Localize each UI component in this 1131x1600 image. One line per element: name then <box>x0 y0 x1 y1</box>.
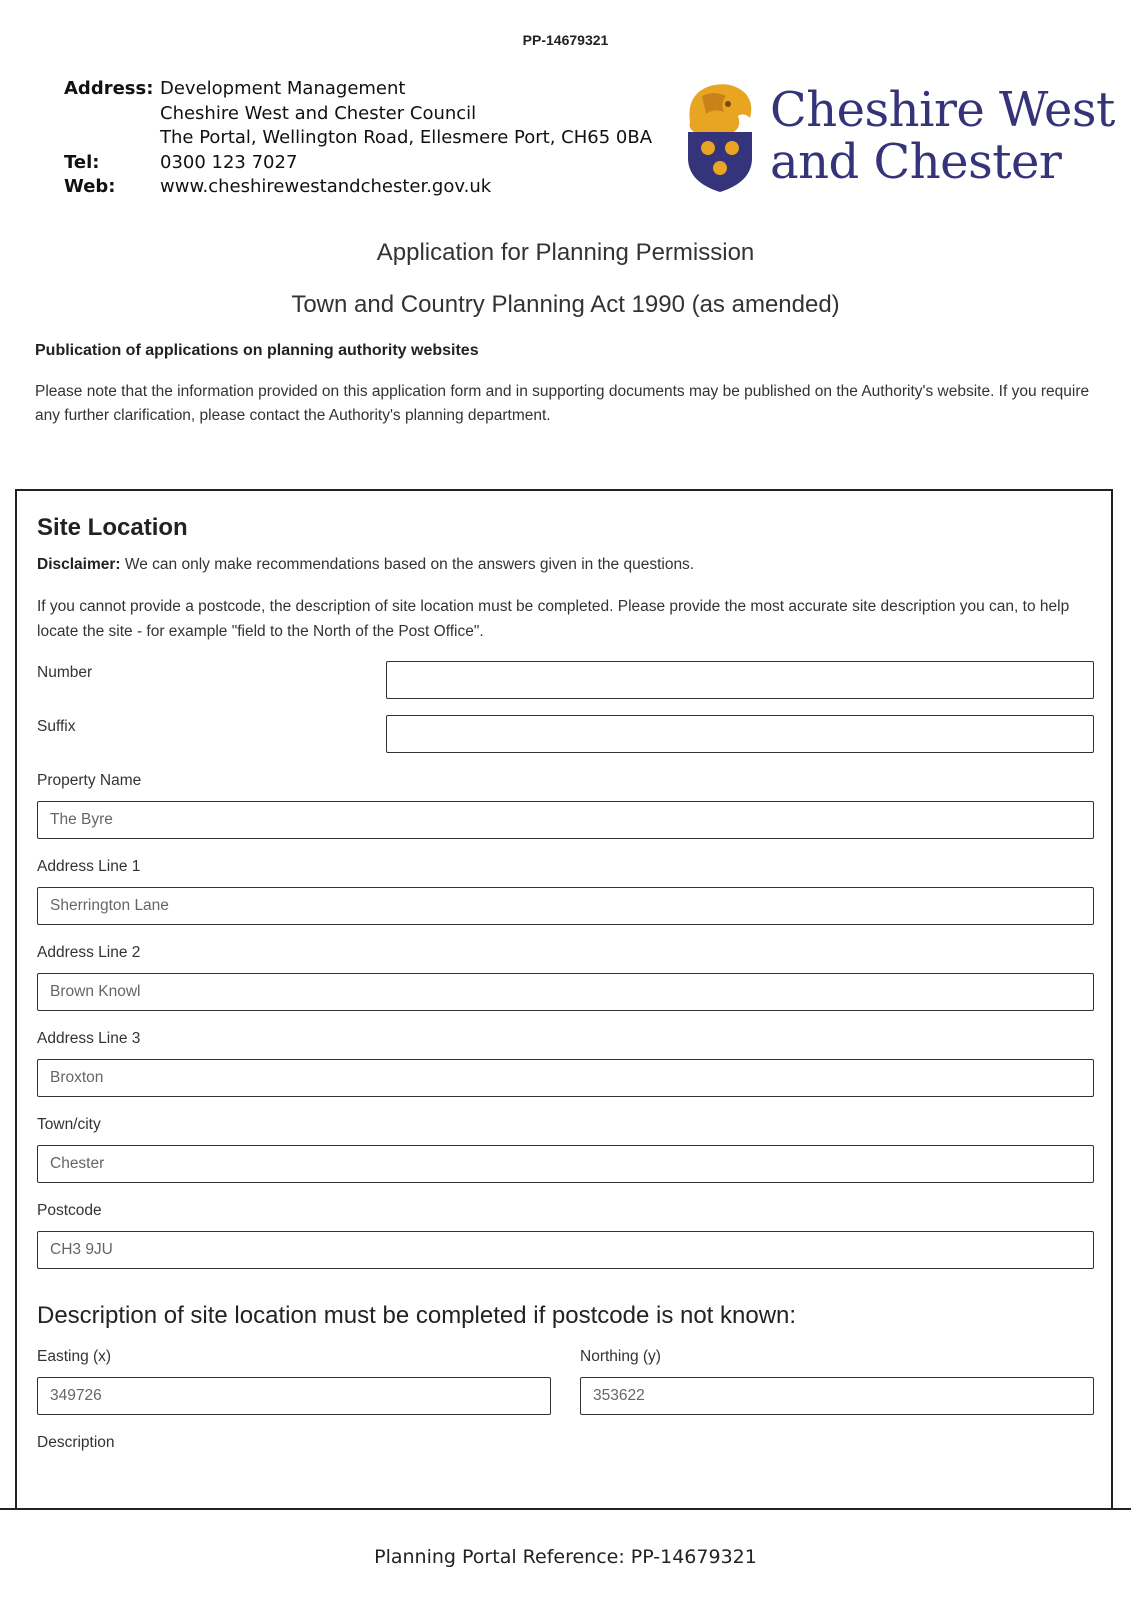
page-title: Application for Planning Permission <box>376 239 755 266</box>
easting-label: Easting (x) <box>37 1348 112 1365</box>
publication-text: Please note that the information provided on this application form and in supporting documents may be published on the Authority's website. If you require any further clarification, please contact the Authority's planning department. <box>35 383 1090 424</box>
logo-line-1: Cheshire West <box>770 82 1115 138</box>
web-value: www.cheshirewestandchester.gov.uk <box>160 176 492 197</box>
suffix-label: Suffix <box>37 718 76 735</box>
property-name-field[interactable]: The Byre <box>37 801 1094 839</box>
council-logo <box>680 82 1115 194</box>
property-name-label: Property Name <box>37 772 142 789</box>
contact-block <box>64 77 652 200</box>
town-city-field[interactable]: Chester <box>37 1145 1094 1183</box>
description-heading: Description of site location must be completed if postcode is not known: <box>37 1302 797 1329</box>
description-label: Description <box>37 1434 115 1451</box>
town-city-label: Town/city <box>37 1116 101 1133</box>
northing-label: Northing (y) <box>580 1348 661 1365</box>
publication-heading: Publication of applications on planning authority websites <box>35 342 479 359</box>
footer-reference: Planning Portal Reference: PP-14679321 <box>374 1546 757 1568</box>
site-location-title: Site Location <box>37 514 188 541</box>
address-line-2-field[interactable]: Brown Knowl <box>37 973 1094 1011</box>
address-line-3-field[interactable]: Broxton <box>37 1059 1094 1097</box>
address-line-2-label: Address Line 2 <box>37 944 141 961</box>
address-line-1-label: Address Line 1 <box>37 858 141 875</box>
disclaimer-label: Disclaimer: <box>37 556 121 573</box>
lion-crest-icon <box>680 82 760 194</box>
postcode-label: Postcode <box>37 1202 102 1219</box>
address-line-1: Development Management <box>160 78 406 99</box>
address-line-3: The Portal, Wellington Road, Ellesmere Port, CH65 0BA <box>160 127 653 148</box>
council-logo-text <box>770 84 1115 188</box>
suffix-field[interactable] <box>386 715 1094 753</box>
address-line-3-label: Address Line 3 <box>37 1030 141 1047</box>
number-label: Number <box>37 664 93 681</box>
address-line-2: Cheshire West and Chester Council <box>160 102 477 124</box>
reference-number-top: PP-14679321 <box>522 32 609 48</box>
logo-line-2: and Chester <box>770 134 1062 190</box>
number-field[interactable] <box>386 661 1094 699</box>
footer-divider <box>0 1508 1131 1510</box>
postcode-field[interactable]: CH3 9JU <box>37 1231 1094 1269</box>
address-line-1-field[interactable]: Sherrington Lane <box>37 887 1094 925</box>
site-location-instruction: If you cannot provide a postcode, the description of site location must be completed. Please provide the most accurate site description you can, to help locate the site - for example "field to the North of the Post Office". <box>37 598 1070 640</box>
easting-field[interactable]: 349726 <box>37 1377 551 1415</box>
disclaimer-text: We can only make recommendations based on the answers given in the questions. <box>120 556 695 573</box>
address-label: Address: <box>64 78 154 99</box>
disclaimer <box>37 556 694 574</box>
tel-value: 0300 123 7027 <box>160 151 298 173</box>
northing-field[interactable]: 353622 <box>580 1377 1094 1415</box>
act-subtitle: Town and Country Planning Act 1990 (as amended) <box>291 291 840 318</box>
tel-label: Tel: <box>64 151 100 173</box>
web-label: Web: <box>64 176 116 197</box>
